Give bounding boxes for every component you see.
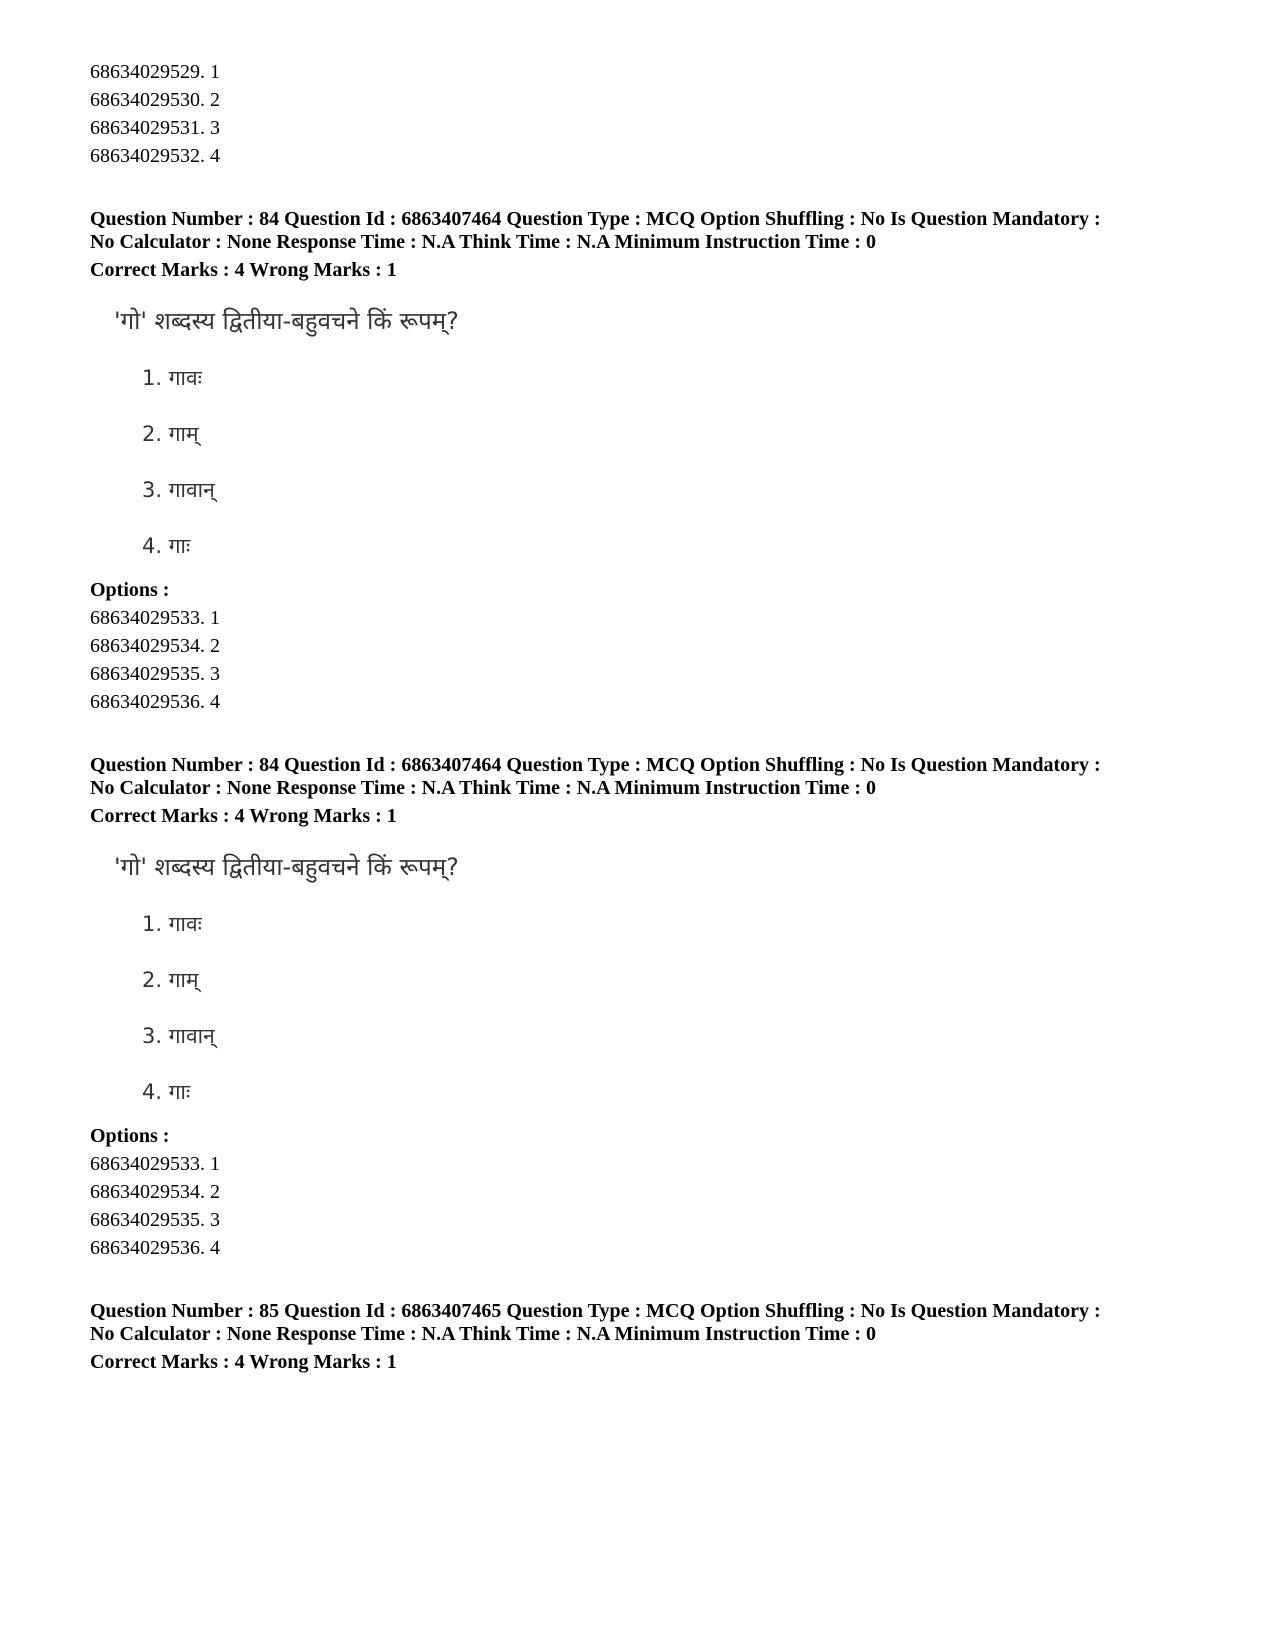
option-line: 68634029531. 3: [90, 117, 220, 139]
option-line: 68634029534. 2: [90, 1181, 220, 1203]
answer-choice: 2. गाम्: [142, 968, 199, 992]
question-stem: 'गो' शब्दस्य द्वितीया-बहुवचने किं रूपम्?: [114, 307, 459, 335]
options-list: [90, 604, 1210, 716]
question-stem: 'गो' शब्दस्य द्वितीया-बहुवचने किं रूपम्?: [114, 853, 459, 881]
answer-choice: 3. गावान्: [142, 1024, 215, 1048]
question-content: [90, 284, 1210, 576]
question-block: [90, 208, 1210, 716]
question-meta-line: No Calculator : None Response Time : N.A Think Time : N.A Minimum Instruction Time : 0: [90, 1323, 876, 1345]
option-line: 68634029529. 1: [90, 61, 220, 83]
question-meta: [90, 754, 1210, 800]
option-line: 68634029535. 3: [90, 663, 220, 685]
question-content: [90, 830, 1210, 1122]
question-marks: Correct Marks : 4 Wrong Marks : 1: [90, 1351, 397, 1373]
answer-choice: 4. गाः: [142, 534, 191, 558]
question-block: [90, 754, 1210, 1262]
question-meta-line: Question Number : 84 Question Id : 6863407464 Question Type : MCQ Option Shuffling : No Is Question Mandatory :: [90, 754, 1101, 776]
answer-choice: 2. गाम्: [142, 422, 199, 446]
question-meta: [90, 208, 1210, 254]
options-heading: Options :: [90, 1125, 170, 1147]
question-meta-line: Question Number : 84 Question Id : 6863407464 Question Type : MCQ Option Shuffling : No Is Question Mandatory :: [90, 208, 1101, 230]
answer-choice: 4. गाः: [142, 1080, 191, 1104]
option-line: 68634029530. 2: [90, 89, 220, 111]
question-meta-line: Question Number : 85 Question Id : 6863407465 Question Type : MCQ Option Shuffling : No Is Question Mandatory :: [90, 1300, 1101, 1322]
option-line: 68634029532. 4: [90, 145, 220, 167]
option-line: 68634029536. 4: [90, 1237, 220, 1259]
question-meta-line: No Calculator : None Response Time : N.A Think Time : N.A Minimum Instruction Time : 0: [90, 777, 876, 799]
option-line: 68634029535. 3: [90, 1209, 220, 1231]
answer-choice: 1. गावः: [142, 366, 202, 390]
option-line: 68634029536. 4: [90, 691, 220, 713]
option-line: 68634029533. 1: [90, 1153, 220, 1175]
question-marks: Correct Marks : 4 Wrong Marks : 1: [90, 259, 397, 281]
question-meta-line: No Calculator : None Response Time : N.A Think Time : N.A Minimum Instruction Time : 0: [90, 231, 876, 253]
option-line: 68634029534. 2: [90, 635, 220, 657]
option-line: 68634029533. 1: [90, 607, 220, 629]
answer-choice: 1. गावः: [142, 912, 202, 936]
document-page: [90, 58, 1210, 1376]
options-list: [90, 1150, 1210, 1262]
question-block: [90, 1300, 1210, 1376]
options-list-top: [90, 58, 1210, 170]
question-marks: Correct Marks : 4 Wrong Marks : 1: [90, 805, 397, 827]
options-heading: Options :: [90, 579, 170, 601]
question-meta: [90, 1300, 1210, 1346]
answer-choice: 3. गावान्: [142, 478, 215, 502]
